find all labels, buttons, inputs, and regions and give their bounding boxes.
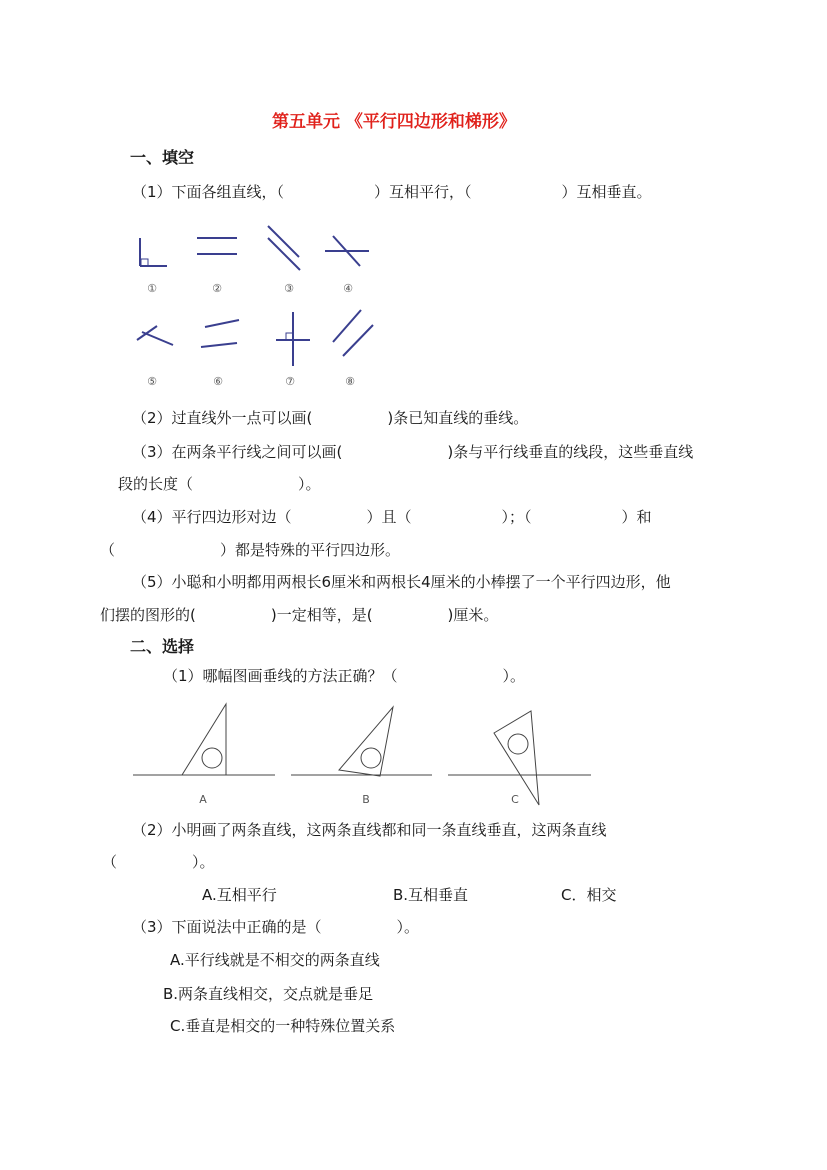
line-group-8 [333,310,373,356]
question-2-2-option-b: B.互相垂直 [393,886,469,904]
question-1-5-line1: （5）小聪和小明都用两根长6厘米和两根长4厘米的小棒摆了一个平行四边形，他 [132,573,671,591]
figure-label-2: ② [212,282,222,295]
figure-label-4: ④ [343,282,353,295]
question-1-1: （1）下面各组直线，（ ）互相平行，（ ）互相垂直。 [132,183,652,201]
question-2-2-option-c: C．相交 [561,886,617,904]
question-1-4-line2: （ ）都是特殊的平行四边形。 [100,541,401,559]
line-group-4 [325,236,369,266]
figure-c [448,711,591,805]
question-1-2: （2）过直线外一点可以画( )条已知直线的垂线。 [132,409,529,427]
line-group-5 [137,326,173,345]
question-2-3-option-a: A.平行线就是不相交的两条直线 [170,951,380,969]
figure-label-1: ① [147,282,157,295]
question-2-3: （3）下面说法中正确的是（ ）。 [132,918,420,936]
line-group-7 [276,312,310,366]
question-1-5-line2: 们摆的图形的( )一定相等，是( )厘米。 [100,606,499,624]
figure-label-b: B [362,793,370,806]
question-1-4-line1: （4）平行四边形对边（ ）且（ ）；（ ）和 [132,508,652,526]
question-1-3-line2: 段的长度（ ）。 [118,475,321,493]
question-1-3-line1: （3）在两条平行线之间可以画( )条与平行线垂直的线段，这些垂直线 [132,443,694,461]
question-2-1: （1）哪幅图画垂线的方法正确？（ ）。 [163,667,526,685]
figure-label-8: ⑧ [345,375,355,388]
question-2-2-option-a: A.互相平行 [202,886,277,904]
section-heading-choice: 二、选择 [130,637,195,656]
figure-b [291,707,432,776]
line-group-3 [268,226,300,270]
figure-label-7: ⑦ [285,375,295,388]
figure-label-3: ③ [284,282,294,295]
question-2-3-option-b: B.两条直线相交，交点就是垂足 [163,985,374,1003]
question-2-2-line2: （ ）。 [102,853,215,871]
figure-a [133,704,275,775]
question-2-2-line1: （2）小明画了两条直线，这两条直线都和同一条直线垂直，这两条直线 [132,821,607,839]
figure-label-5: ⑤ [147,375,157,388]
page-title: 第五单元 《平行四边形和梯形》 [272,112,516,132]
line-group-6 [201,320,239,347]
section-heading-fill: 一、填空 [130,148,195,167]
line-group-1 [140,238,167,266]
figure-label-a: A [199,793,207,806]
question-2-3-option-c: C.垂直是相交的一种特殊位置关系 [170,1017,396,1035]
figure-label-c: C [511,793,519,806]
figure-label-6: ⑥ [213,375,223,388]
line-group-2 [197,238,237,254]
